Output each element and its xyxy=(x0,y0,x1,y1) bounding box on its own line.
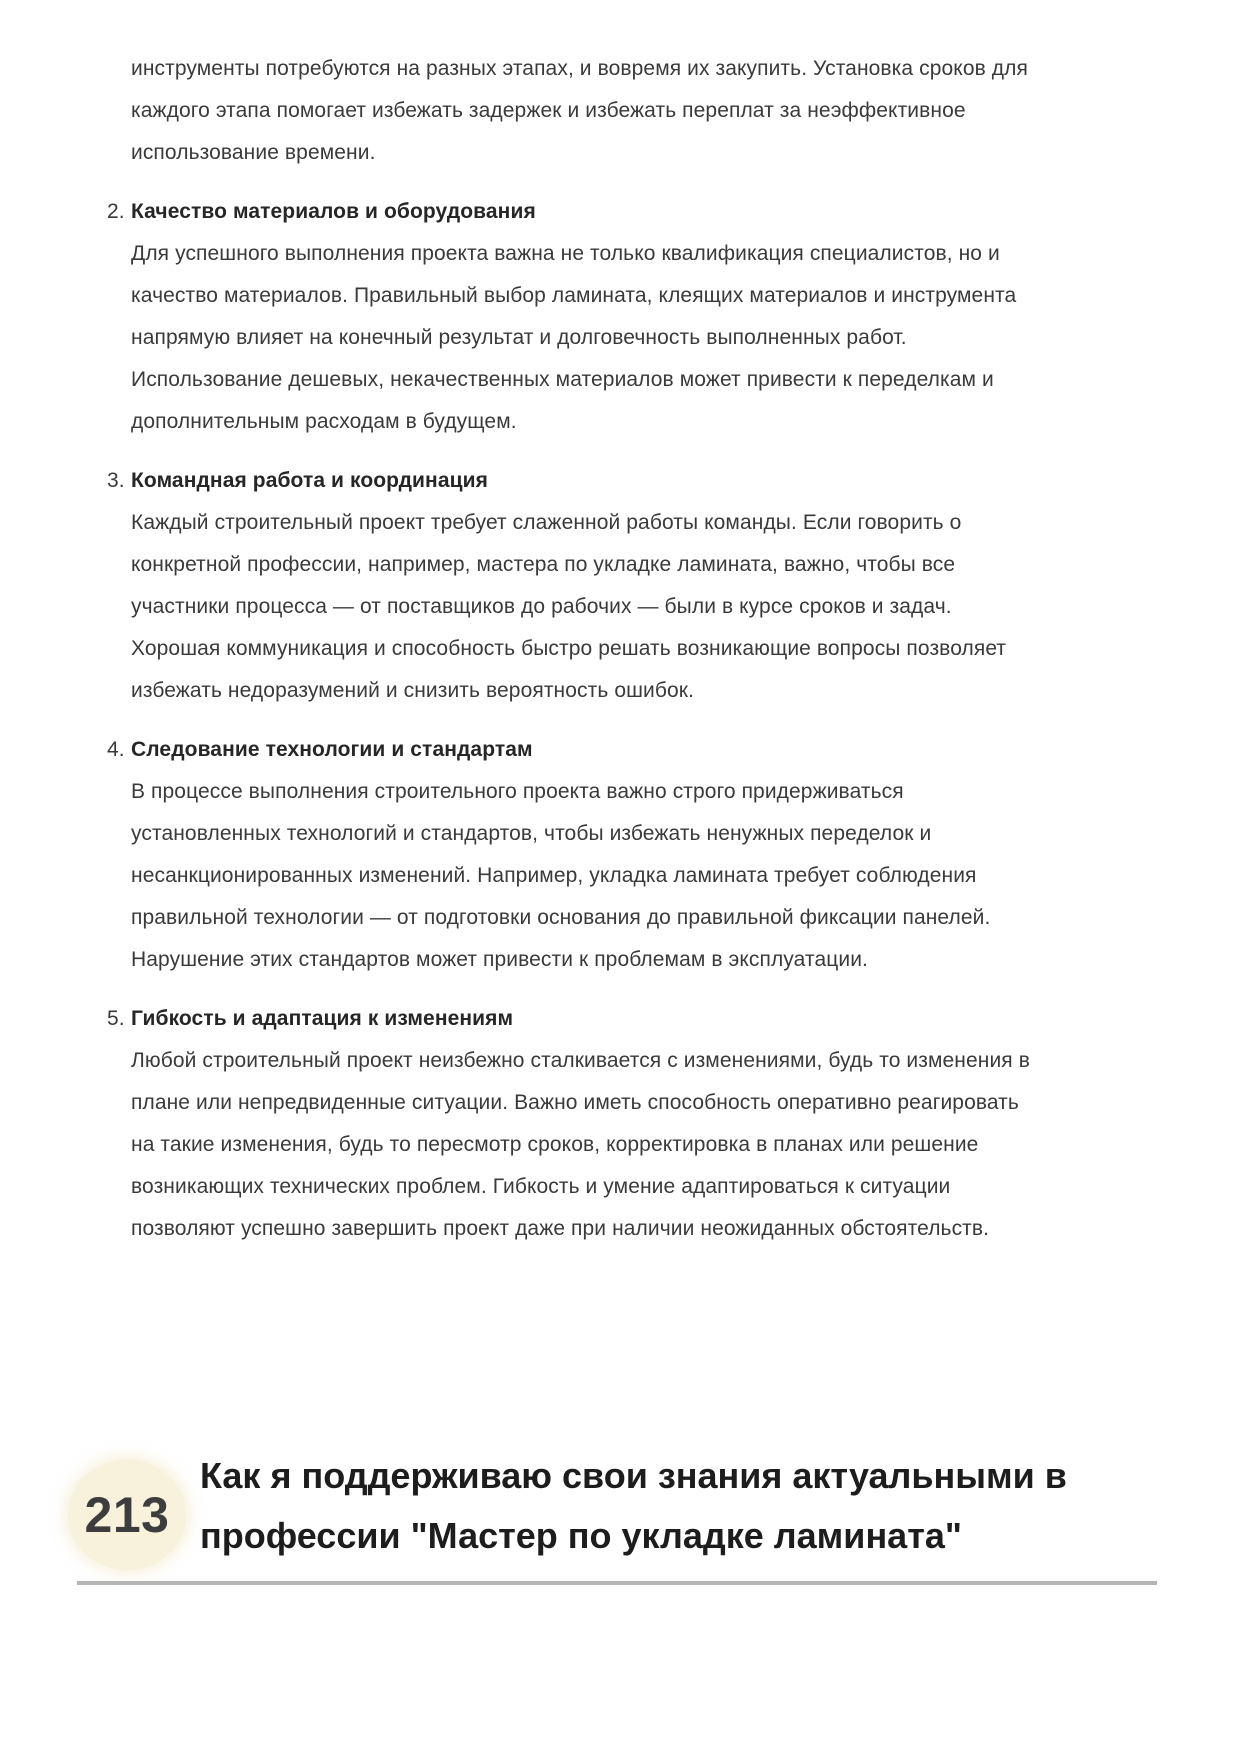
page-number-badge xyxy=(68,1460,186,1570)
list-item xyxy=(107,191,1032,443)
list-item-number: 4. xyxy=(107,738,125,761)
chapter-header xyxy=(0,1446,1239,1586)
page-content xyxy=(107,0,1032,1267)
list-item-text: Для успешного выполнения проекта важна не только квалификация специалистов, но и качество материалов. Правильный выбор ламината, клеящих материалов и инструмента напрямую влияет на конечный результат и долговечность выполненных работ. Использование дешевых, некачественных материалов может привести к переделкам и дополнительным расходам в будущем. xyxy=(131,242,1017,433)
list-item-content xyxy=(131,191,1032,443)
section-divider xyxy=(77,1581,1157,1585)
list-item xyxy=(107,460,1032,712)
list-item-title: Гибкость и адаптация к изменениям xyxy=(131,1007,514,1030)
list-item-content xyxy=(131,729,1032,981)
list-item-number: 5. xyxy=(107,1007,125,1030)
list-item-text: Любой строительный проект неизбежно сталкивается с изменениями, будь то изменения в плане или непредвиденные ситуации. Важно иметь способность оперативно реагировать на такие изменения, будь то пересмотр сроков, корректировка в планах или решение возникающих технических проблем. Гибкость и умение адаптироваться к ситуации позволяют успешно завершить проект даже при наличии неожиданных обстоятельств. xyxy=(131,1049,1030,1240)
list-item-title: Следование технологии и стандартам xyxy=(131,738,533,761)
list-item-number: 3. xyxy=(107,469,125,492)
list-item-title: Качество материалов и оборудования xyxy=(131,200,536,223)
list-item-number: 2. xyxy=(107,200,125,223)
list-item-content xyxy=(131,460,1032,712)
list-item xyxy=(107,998,1032,1250)
list-item-text: В процессе выполнения строительного проекта важно строго придерживаться установленных технологий и стандартов, чтобы избежать ненужных переделок и несанкционированных изменений. Например, укладка ламината требует соблюдения правильной технологии — от подготовки основания до правильной фиксации панелей. Нарушение этих стандартов может привести к проблемам в эксплуатации. xyxy=(131,780,991,971)
list-item xyxy=(107,729,1032,981)
chapter-title: Как я поддерживаю свои знания актуальными в профессии "Мастер по укладке ламината" xyxy=(200,1455,1067,1556)
page-number: 213 xyxy=(84,1487,170,1543)
list-item-text: Каждый строительный проект требует слаженной работы команды. Если говорить о конкретной профессии, например, мастера по укладке ламината, важно, чтобы все участники процесса — от поставщиков до рабочих — были в курсе сроков и задач. Хорошая коммуникация и способность быстро решать возникающие вопросы позволяет избежать недоразумений и снизить вероятность ошибок. xyxy=(131,511,1007,702)
list-item-content xyxy=(131,998,1032,1250)
intro-paragraph: инструменты потребуются на разных этапах, и вовремя их закупить. Установка сроков для каждого этапа помогает избежать задержек и избежать переплат за неэффективное использование времени. xyxy=(131,57,1028,164)
list-item-title: Командная работа и координация xyxy=(131,469,488,492)
